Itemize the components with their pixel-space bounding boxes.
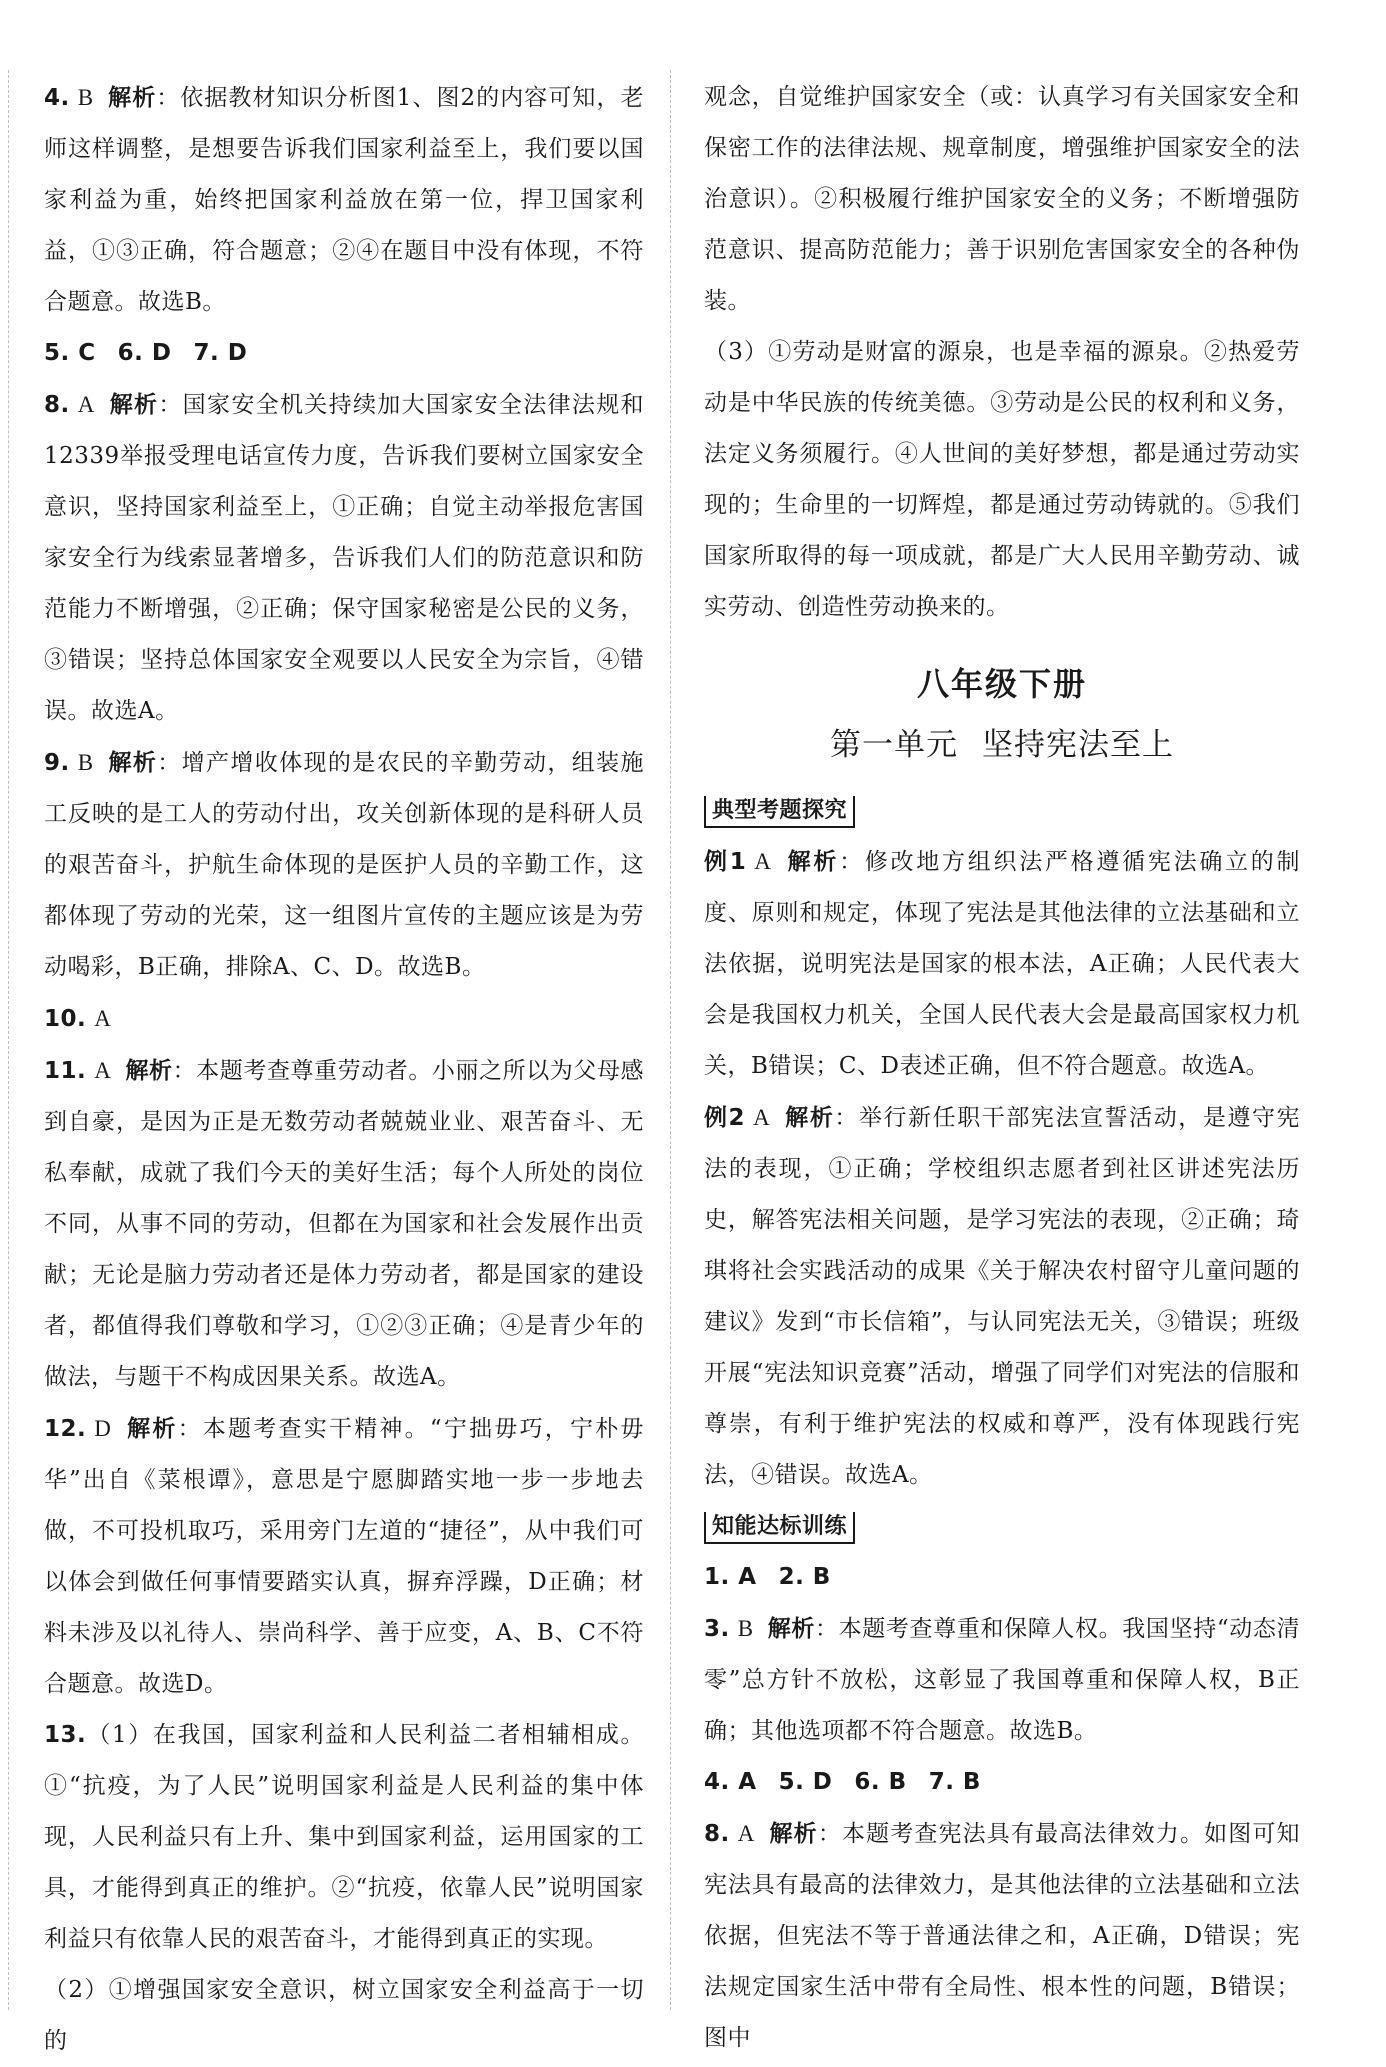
answer-item: 3. B 解析：本题考查尊重和保障人权。我国坚持“动态清零”总方针不放松，这彰显了我国尊重和保障人权，B正确；其他选项都不符合题意。故选B。 <box>704 1616 1301 1744</box>
answer-item: 8. A 解析：国家安全机关持续加大国家安全法律法规和12339举报受理电话宣传力度，告诉我们要树立国家安全意识，坚持国家利益至上，①正确；自觉主动举报危害国家安全行为线索显著增多，告诉我们人们的防范意识和防范能力不断增强，②正确；保守国家秘密是公民的义务，③错误；坚持总体国家安全观要以人民安全为宗旨，④错误。故选A。 <box>44 392 645 724</box>
answer-item: 13.（1）在我国，国家利益和人民利益二者相辅相成。①“抗疫，为了人民”说明国家利益是人民利益的集中体现，人民利益只有上升、集中到国家利益，运用国家的工具，才能得到真正的维护。②“抗疫，依靠人民”说明国家利益只有依靠人民的艰苦奋斗，才能得到真正的实现。 <box>44 1722 644 1952</box>
example-item: 例1 A 解析：修改地方组织法严格遵循宪法确立的制度、原则和规定，体现了宪法是其他法律的立法基础和立法依据，说明宪法是国家的根本法，A正确；人民代表大会是我国权力机关，全国人民代表大会是最高国家权力机关，B错误；C、D表述正确，但不符合题意。故选A。 <box>704 849 1301 1079</box>
grade-heading: 八年级下册 <box>916 665 1087 703</box>
answer-item: 9. B 解析：增产增收体现的是农民的辛勤劳动，组装施工反映的是工人的劳动付出，攻关创新体现的是科研人员的艰苦奋斗，护航生命体现的是医护人员的辛勤工作，这都体现了劳动的光荣，这一组图片宣传的主题应该是为劳动喝彩，B正确，排除A、C、D。故选B。 <box>44 750 645 980</box>
right-column <box>704 72 1300 2064</box>
answer-row: 1. A 2. B <box>704 1564 831 1590</box>
answer-item: 8. A 解析：本题考查宪法具有最高法律效力。如图可知宪法具有最高的法律效力，是其他法律的立法基础和立法依据，但宪法不等于普通法律之和，A正确，D错误；宪法规定国家生活中带有全局性、根本性的问题，B错误；图中 <box>704 1821 1301 2051</box>
answer-item: 12. D 解析：本题考查实干精神。“宁拙毋巧，宁朴毋华”出自《菜根谭》，意思是宁愿脚踏实地一步一步地去做，不可投机取巧，采用旁门左道的“捷径”，从中我们可以体会到做任何事情要踏实认真，摒弃浮躁，D正确；材料未涉及以礼待人、崇尚科学、善于应变，A、B、C不符合题意。故选D。 <box>44 1416 645 1697</box>
left-margin-rule <box>8 70 10 2010</box>
column-divider <box>670 70 672 2010</box>
answer-item: 4. B 解析：依据教材知识分析图1、图2的内容可知，老师这样调整，是想要告诉我们国家利益至上，我们要以国家利益为重，始终把国家利益放在第一位，捍卫国家利益，①③正确，符合题意；②④在题目中没有体现，不符合题意。故选B。 <box>44 85 644 315</box>
answer-continuation: 观念，自觉维护国家安全（或：认真学习有关国家安全和保密工作的法律法规、规章制度，增强维护国家安全的法治意识）。②积极履行维护国家安全的义务；不断增强防范意识、提高防范能力；善于识别危害国家安全的各种伪装。 <box>704 84 1300 314</box>
answer-continuation: （3）①劳动是财富的源泉，也是幸福的源泉。②热爱劳动是中华民族的传统美德。③劳动是公民的权利和义务，法定义务须履行。④人世间的美好梦想，都是通过劳动实现的；生命里的一切辉煌，都是通过劳动铸就的。⑤我们国家所取得的每一项成就，都是广大人民用辛勤劳动、诚实劳动、创造性劳动换来的。 <box>704 339 1300 620</box>
example-item: 例2 A 解析：举行新任职干部宪法宣誓活动，是遵守宪法的表现，①正确；学校组织志愿者到社区讲述宪法历史，解答宪法相关问题，是学习宪法的表现，②正确；琦琪将社会实践活动的成果《关于解决农村留守儿童问题的建议》发到“市长信箱”，与认同宪法无关，③错误；班级开展“宪法知识竞赛”活动，增强了同学们对宪法的信服和尊崇，有利于维护宪法的权威和尊严，没有体现践行宪法，④错误。故选A。 <box>704 1105 1301 1488</box>
answer-item: 11. A 解析：本题考查尊重劳动者。小丽之所以为父母感到自豪，是因为正是无数劳动者兢兢业业、艰苦奋斗、无私奉献，成就了我们今天的美好生活；每个人所处的岗位不同，从事不同的劳动，但都在为国家和社会发展作出贡献；无论是脑力劳动者还是体力劳动者，都是国家的建设者，都值得我们尊敬和学习，①②③正确；④是青少年的做法，与题干不构成因果关系。故选A。 <box>44 1058 645 1390</box>
unit-heading: 第一单元 坚持宪法至上 <box>830 727 1174 763</box>
section-tag-training: 知能达标训练 <box>704 1512 855 1544</box>
answer-row: 4. A 5. D 6. B 7. B <box>704 1769 981 1795</box>
answer-item: 10. A <box>44 1006 112 1032</box>
answer-item: （2）①增强国家安全意识，树立国家安全利益高于一切的 <box>44 1977 644 2054</box>
answer-row: 5. C 6. D 7. D <box>44 340 248 366</box>
left-column <box>44 72 644 2067</box>
section-tag-typical: 典型考题探究 <box>704 796 855 828</box>
